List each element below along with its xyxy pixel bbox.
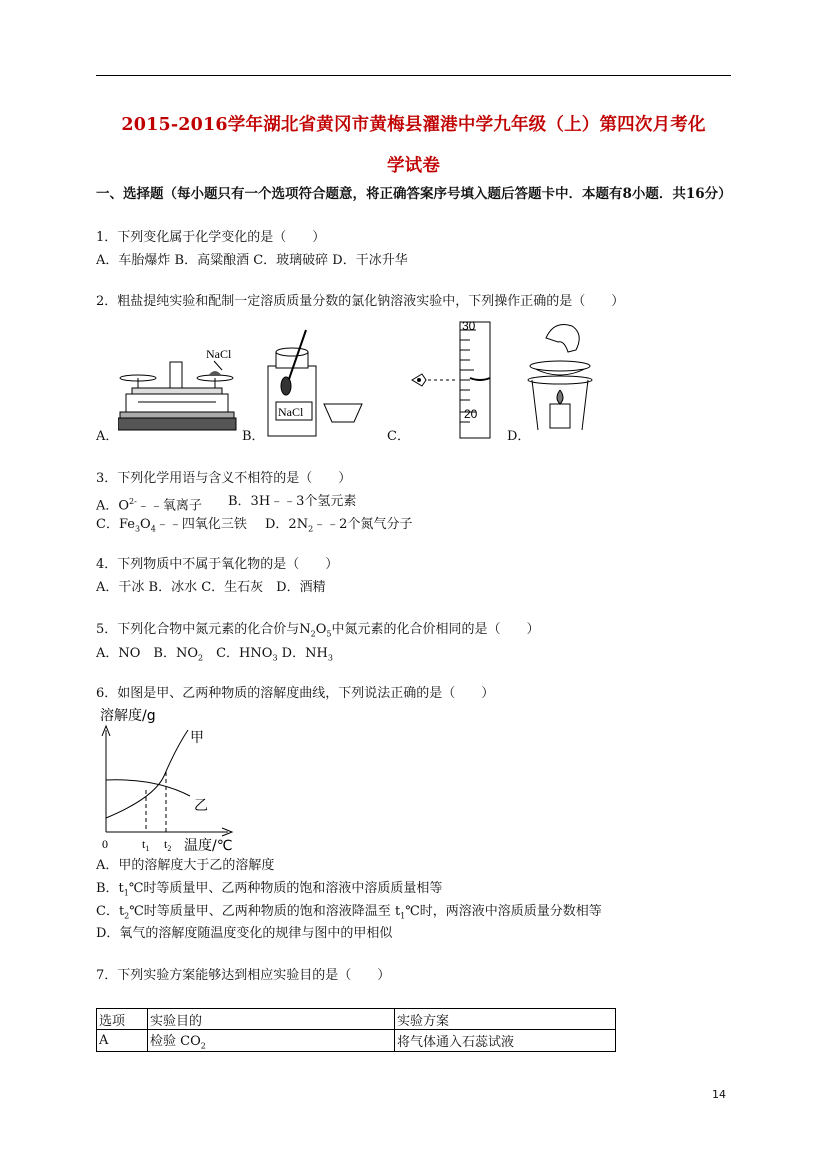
- chart-ylabel: 溶解度/g: [100, 708, 156, 724]
- table-row: [97, 1030, 616, 1052]
- q3-option-c: C．$Fe_3O_4﹣﹣$四氧化三铁: [96, 517, 247, 534]
- q1-stem: 1．下列变化属于化学变化的是（ ）: [96, 230, 326, 245]
- balance-figure: [118, 340, 238, 440]
- page-title-line1: 2015-2016学年湖北省黄冈市黄梅县濯港中学九年级（上）第四次月考化: [121, 115, 706, 135]
- q6-option-c: C．$t_2℃$时等质量甲、乙两种物质的饱和溶液降温至 $t_1℃$时，两溶液中溶质质量分数相等: [96, 904, 602, 921]
- q3-option-b: B．3H﹣﹣3个氢元素: [228, 494, 357, 509]
- q2-label-d: D．: [507, 429, 531, 444]
- graduated-cylinder-figure: [404, 318, 496, 440]
- q6-stem: 6．如图是甲、乙两种物质的溶解度曲线，下列说法正确的是（ ）: [96, 686, 495, 701]
- series-yi-label: 乙: [194, 798, 208, 814]
- section-heading: 一、选择题（每小题只有一个选项符合题意，将正确答案序号填入题后答题卡中．本题有8小题．共16分）: [96, 186, 732, 202]
- chart-origin: 0: [102, 837, 108, 851]
- chart-xlabel: 温度/℃: [184, 838, 233, 854]
- q2-stem: 2．粗盐提纯实验和配制一定溶质质量分数的氯化钠溶液实验中，下列操作正确的是（ ）: [96, 294, 625, 309]
- bottle-nacl-label: NaCl: [278, 405, 304, 419]
- table-header-goal: 实验目的: [148, 1009, 395, 1030]
- tick-t1: $t_1$: [142, 837, 150, 853]
- header-rule: [96, 75, 731, 76]
- q6-option-d: D．氧气的溶解度随温度变化的规律与图中的甲相似: [96, 926, 393, 941]
- row-a-plan: 将气体通入石蕊试液: [395, 1030, 616, 1052]
- q5-options: A．NO B．$NO_2$ C．$HNO_3$ D．$NH_3$: [96, 646, 333, 663]
- table-header-plan: 实验方案: [395, 1009, 616, 1030]
- tick-t2: $t_2$: [164, 837, 172, 853]
- solubility-chart: [96, 706, 246, 856]
- q3-stem: 3．下列化学用语与含义不相符的是（ ）: [96, 471, 352, 486]
- q2-label-c: C．: [387, 429, 410, 444]
- q1-options: A．车胎爆炸 B．高粱酿酒 C．玻璃破碎 D．干冰升华: [96, 253, 408, 268]
- cylinder-mark-20: 20: [464, 407, 478, 421]
- q6-option-a: A．甲的溶解度大于乙的溶解度: [96, 858, 275, 873]
- table-header-option: 选项: [97, 1009, 148, 1030]
- q3-option-a: A．$O^{2-}﹣﹣$氧离子: [96, 497, 202, 514]
- experiment-table: [96, 1008, 616, 1052]
- q2-label-a: A．: [96, 429, 119, 444]
- page-title-line2: 学试卷: [386, 156, 441, 176]
- q2-label-b: B．: [242, 429, 265, 444]
- series-yi-curve: [106, 780, 190, 796]
- q7-stem: 7．下列实验方案能够达到相应实验目的是（ ）: [96, 968, 391, 983]
- evaporation-figure: [524, 320, 596, 440]
- reagent-bottle-figure: [262, 322, 370, 440]
- page-number: 14: [712, 1088, 726, 1101]
- table-header-row: [97, 1009, 616, 1030]
- series-jia-curve: [106, 730, 188, 818]
- q5-stem: 5．下列化合物中氮元素的化合价与$N_2O_5$中氮元素的化合价相同的是（ ）: [96, 622, 540, 639]
- q3-option-d: D．$2N_2﹣﹣2$个氮气分子: [265, 517, 413, 534]
- q4-options: A．干冰 B．冰水 C．生石灰 D．酒精: [96, 580, 326, 595]
- balance-nacl-label: NaCl: [206, 347, 232, 361]
- cylinder-mark-30: 30: [462, 319, 476, 333]
- q4-stem: 4．下列物质中不属于氧化物的是（ ）: [96, 557, 339, 572]
- q6-option-b: B．$t_1℃$时等质量甲、乙两种物质的饱和溶液中溶质质量相等: [96, 881, 443, 898]
- row-a-goal: 检验 $CO_2$: [148, 1030, 395, 1052]
- series-jia-label: 甲: [190, 730, 204, 746]
- row-a-option: A: [97, 1030, 148, 1052]
